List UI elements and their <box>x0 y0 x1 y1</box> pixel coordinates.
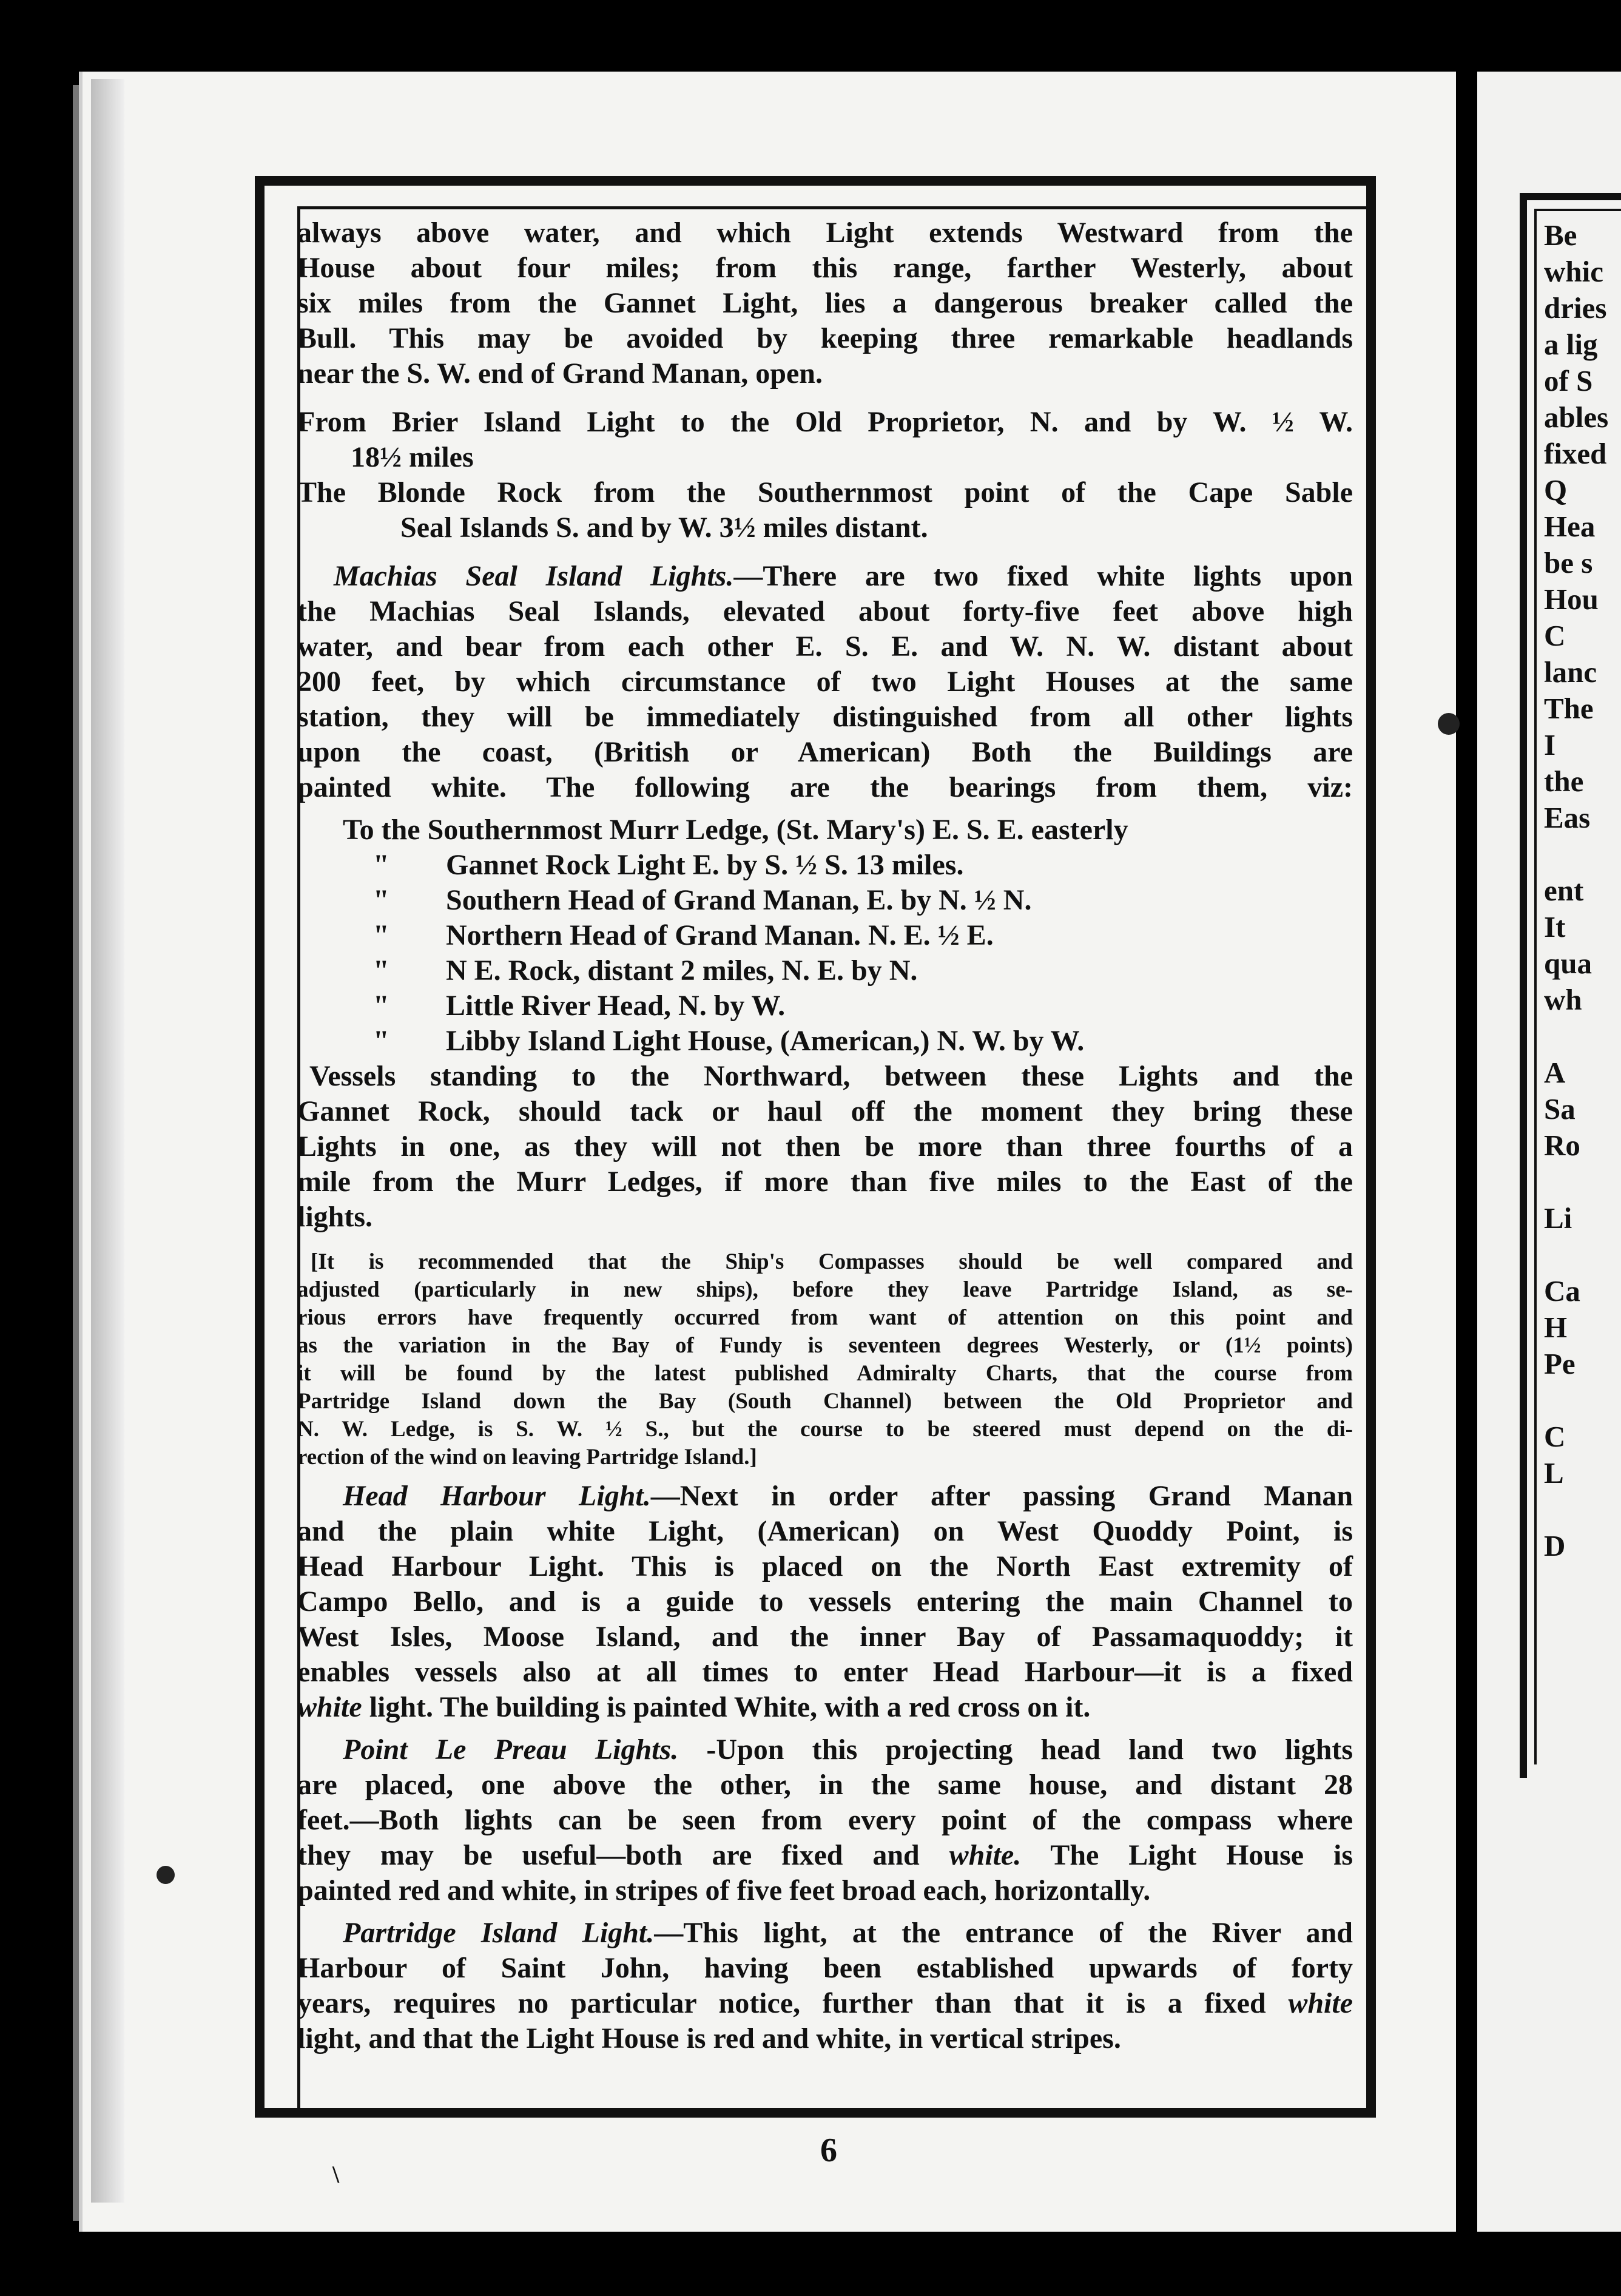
adjacent-page-fragment: Hou <box>1544 582 1599 616</box>
bearing-item: " Little River Head, N. by W. <box>373 990 786 1022</box>
text-line: always above water, and which Light extends Westward from the <box>297 217 1353 249</box>
bearing-item: " Libby Island Light House, (American,) N. W. by W. <box>373 1025 1085 1057</box>
intro-paragraph <box>297 215 1353 391</box>
adjacent-page-fragment: a lig <box>1544 328 1598 361</box>
adjacent-page-fragment: C <box>1544 1420 1566 1453</box>
text-line: station, they will be immediately distinguished from all other lights <box>297 701 1353 733</box>
text-line: white light. The building is painted White, with a red cross on it. <box>297 1691 1091 1723</box>
adjacent-page-fragment <box>1544 1237 1621 1273</box>
text-line: years, requires no particular notice, further than that it is a fixed white <box>297 1987 1353 2019</box>
note-line: rious errors have frequently occurred from want of attention on this point and <box>297 1305 1353 1330</box>
text-line: Vessels standing to the Northward, between these Lights and the <box>309 1060 1353 1092</box>
text-line: 200 feet, by which circumstance of two Light Houses at the same <box>297 666 1353 698</box>
text-line: From Brier Island Light to the Old Proprietor, N. and by W. ½ W. <box>297 406 1353 438</box>
text-line: Seal Islands S. and by W. 3½ miles distant. <box>400 512 928 544</box>
text-line: Partridge Island Light.—This light, at the entrance of the River and <box>343 1917 1353 1949</box>
machias-section <box>297 559 1353 1235</box>
partridge-section <box>297 1916 1353 2056</box>
text-line: Head Harbour Light.—Next in order after passing Grand Manan <box>343 1480 1353 1512</box>
text-line: The Blonde Rock from the Southernmost point of the Cape Sable <box>297 476 1353 508</box>
adjacent-page-fragment: fixed <box>1544 437 1607 470</box>
adjacent-page-fragment: Pe <box>1544 1347 1576 1380</box>
adjacent-page-fragment: ent <box>1544 874 1584 907</box>
text-line: Gannet Rock, should tack or haul off the moment they bring these <box>297 1095 1353 1127</box>
adjacent-page-fragment: whic <box>1544 255 1603 288</box>
text-line: mile from the Murr Ledges, if more than five miles to the East of the <box>297 1166 1353 1198</box>
text-line: light, and that the Light House is red and white, in vertical stripes. <box>297 2022 1121 2055</box>
text-line: six miles from the Gannet Light, lies a dangerous breaker called the <box>297 287 1353 319</box>
adjacent-page-fragment: Ca <box>1544 1274 1580 1308</box>
adjacent-page-fragment: be s <box>1544 546 1593 579</box>
adjacent-page-fragment: Be <box>1544 218 1577 252</box>
bearing-item: " Southern Head of Grand Manan, E. by N. ½ N. <box>373 884 1032 916</box>
adjacent-page-fragment <box>1544 836 1621 873</box>
adjacent-page-fragment: ables <box>1544 400 1609 434</box>
adjacent-page-fragment: It <box>1544 910 1566 944</box>
section-heading: Head Harbour Light. <box>343 1480 651 1512</box>
bearing-item: " Northern Head of Grand Manan. N. E. ½ E. <box>373 919 994 951</box>
section-heading: Point Le Preau Lights. <box>343 1734 679 1766</box>
scan-speck <box>157 1866 175 1884</box>
text-line: Campo Bello, and is a guide to vessels entering the main Channel to <box>297 1585 1353 1618</box>
adjacent-page-text <box>1544 217 1621 1564</box>
scan-speck <box>1438 713 1460 735</box>
text-line: enables vessels also at all times to enter Head Harbour—it is a fixed <box>297 1656 1353 1688</box>
note-line: adjusted (particularly in new ships), before they leave Partridge Island, as se- <box>297 1277 1353 1302</box>
adjacent-page-fragment: of S <box>1544 364 1593 397</box>
text-line: Point Le Preau Lights. -Upon this projecting head land two lights <box>343 1734 1353 1766</box>
text-line: painted white. The following are the bearings from them, viz: <box>297 771 1353 803</box>
adjacent-page-fragment: wh <box>1544 983 1582 1016</box>
text-line: Lights in one, as they will not then be more than three fourths of a <box>297 1130 1353 1163</box>
text-line: 18½ miles <box>351 441 474 473</box>
adjacent-page-fragment <box>1544 1164 1621 1200</box>
adjacent-page-fragment: A <box>1544 1056 1566 1089</box>
adjacent-page-fragment <box>1544 1382 1621 1419</box>
adjacent-page-fragment <box>1544 1491 1621 1528</box>
adjacent-page-fragment: C <box>1544 619 1566 652</box>
note-line: rection of the wind on leaving Partridge Island.] <box>297 1445 757 1470</box>
point-le-preau-section <box>297 1732 1353 1908</box>
note-line: it will be found by the latest published Admiralty Charts, that the course from <box>297 1361 1353 1386</box>
text-line: they may be useful—both are fixed and white. The Light House is <box>297 1839 1353 1871</box>
adjacent-page-fragment: H <box>1544 1311 1568 1344</box>
adjacent-page-fragment: dries <box>1544 291 1607 325</box>
text-line: painted red and white, in stripes of five feet broad each, horizontally. <box>297 1874 1151 1906</box>
text-line: are placed, one above the other, in the same house, and distant 28 <box>297 1769 1353 1801</box>
page-number: 6 <box>820 2132 837 2169</box>
section-heading: Machias Seal Island Lights. <box>334 560 734 592</box>
note-line: as the variation in the Bay of Fundy is seventeen degrees Westerly, or (1½ points) <box>297 1333 1353 1358</box>
adjacent-page-fragment: qua <box>1544 947 1592 980</box>
text-line: water, and bear from each other E. S. E. and W. N. W. distant about <box>297 630 1353 663</box>
compass-note <box>297 1248 1353 1471</box>
note-line: [It is recommended that the Ship's Compasses should be well compared and <box>311 1249 1353 1274</box>
text-line: lights. <box>297 1201 373 1233</box>
page-binding-edge <box>91 79 124 2203</box>
adjacent-page-fragment: Eas <box>1544 801 1591 834</box>
adjacent-page-fragment: Sa <box>1544 1092 1576 1126</box>
text-line: Machias Seal Island Lights.—There are two fixed white lights upon <box>334 560 1353 592</box>
adjacent-page-fragment: the <box>1544 765 1584 798</box>
adjacent-page-fragment: The <box>1544 692 1594 725</box>
adjacent-page-fragment: I <box>1544 728 1556 761</box>
text-line: the Machias Seal Islands, elevated about forty-five feet above high <box>297 595 1353 627</box>
bearings-block <box>297 405 1353 545</box>
bearing-item: " N E. Rock, distant 2 miles, N. E. by N. <box>373 954 918 987</box>
text-line: upon the coast, (British or American) Both the Buildings are <box>297 736 1353 768</box>
text-line: Bull. This may be avoided by keeping three remarkable headlands <box>297 322 1353 354</box>
section-heading: Partridge Island Light. <box>343 1917 655 1949</box>
stray-mark: \ <box>332 2161 340 2188</box>
article-body <box>297 215 1353 2084</box>
text-line: feet.—Both lights can be seen from every point of the compass where <box>297 1804 1353 1836</box>
adjacent-page-fragment: lanc <box>1544 655 1597 689</box>
bearing-item: " Gannet Rock Light E. by S. ½ S. 13 miles. <box>373 849 964 881</box>
adjacent-page-fragment: Li <box>1544 1201 1572 1235</box>
text-line: House about four miles; from this range, farther Westerly, about <box>297 252 1353 284</box>
note-line: N. W. Ledge, is S. W. ½ S., but the course to be steered must depend on the di- <box>297 1417 1353 1442</box>
text-line: Head Harbour Light. This is placed on the North East extremity of <box>297 1550 1353 1582</box>
adjacent-page-fragment: Ro <box>1544 1129 1580 1162</box>
text-line: near the S. W. end of Grand Manan, open. <box>297 357 823 390</box>
adjacent-page-fragment: Hea <box>1544 510 1596 543</box>
adjacent-page <box>1477 72 1621 2232</box>
note-line: Partridge Island down the Bay (South Channel) between the Old Proprietor and <box>297 1389 1353 1414</box>
bearing-item: To the Southernmost Murr Ledge, (St. Mary's) E. S. E. easterly <box>343 814 1128 846</box>
adjacent-page-fragment: L <box>1544 1456 1564 1490</box>
text-line: Harbour of Saint John, having been established upwards of forty <box>297 1952 1353 1984</box>
text-line: and the plain white Light, (American) on West Quoddy Point, is <box>297 1515 1353 1547</box>
head-harbour-section <box>297 1479 1353 1725</box>
adjacent-page-fragment <box>1544 1018 1621 1055</box>
adjacent-page-fragment: Q <box>1544 473 1568 507</box>
text-line: West Isles, Moose Island, and the inner Bay of Passamaquoddy; it <box>297 1621 1353 1653</box>
adjacent-page-fragment: D <box>1544 1529 1566 1562</box>
